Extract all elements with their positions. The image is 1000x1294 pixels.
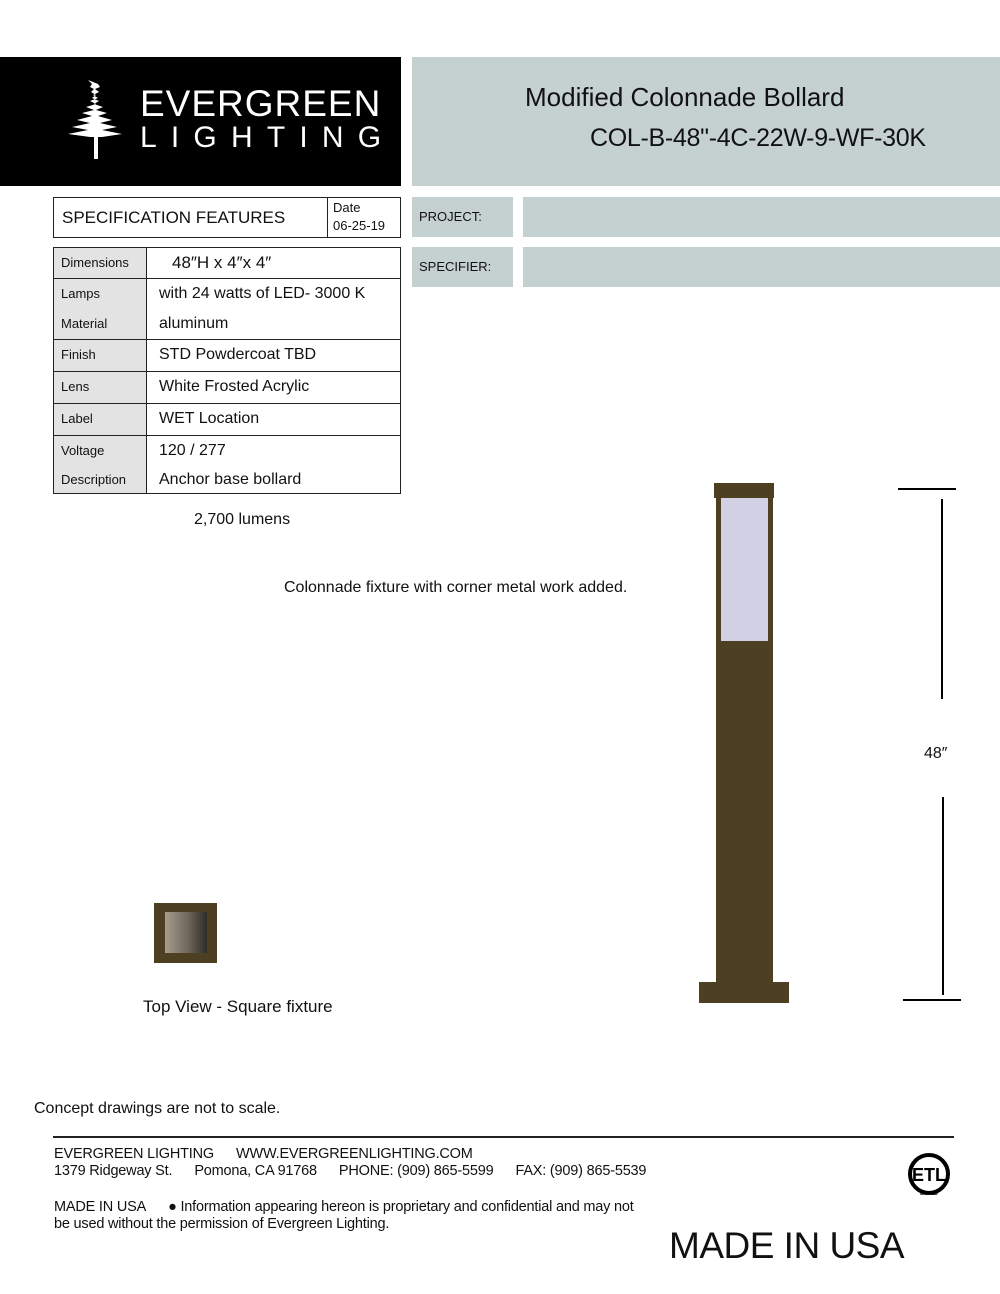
spec-key: Description xyxy=(61,471,127,487)
spec-value: STD Powdercoat TBD xyxy=(159,346,317,363)
specifier-field[interactable] xyxy=(523,247,1000,287)
spec-value: 120 / 277 xyxy=(159,442,226,459)
dimension-tick-top xyxy=(898,488,956,490)
table-row xyxy=(54,339,400,371)
top-view-label: Top View - Square fixture xyxy=(143,997,333,1016)
footer-company-line xyxy=(54,1146,473,1163)
spec-key: Lamps xyxy=(61,286,101,301)
footer-phone: PHONE: (909) 865-5599 xyxy=(338,1163,494,1179)
bollard-shaft xyxy=(716,641,773,984)
footer-fax: FAX: (909) 865-5539 xyxy=(515,1163,647,1179)
svg-text:LISTED: LISTED xyxy=(920,1191,938,1197)
spec-key: Label xyxy=(54,404,147,435)
bollard-lens xyxy=(721,497,768,641)
brand-name-line2: LIGHTING xyxy=(140,121,396,154)
lumens-text: 2,700 lumens xyxy=(194,511,291,528)
spec-key: Finish xyxy=(54,340,147,371)
spec-value-group xyxy=(147,436,400,493)
top-view-lens xyxy=(165,912,207,953)
footer-disclaimer-line2: be used without the permission of Evergreen Lighting. xyxy=(54,1216,390,1232)
bollard-cap xyxy=(714,483,774,498)
footer-city: Pomona, CA 91768 xyxy=(194,1163,317,1179)
svg-text:ETL: ETL xyxy=(912,1165,946,1185)
spec-value: White Frosted Acrylic xyxy=(159,378,310,395)
made-in-usa-small: MADE IN USA xyxy=(54,1199,147,1215)
product-name: Modified Colonnade Bollard xyxy=(525,82,845,112)
table-row xyxy=(54,435,400,493)
product-code: COL-B-48"-4C-22W-9-WF-30K xyxy=(590,124,926,152)
spec-header-title: SPECIFICATION FEATURES xyxy=(62,208,286,227)
spec-key-group xyxy=(54,279,147,339)
spec-header xyxy=(53,197,401,238)
scale-note: Concept drawings are not to scale. xyxy=(34,1100,281,1117)
spec-key: Dimensions xyxy=(54,248,147,278)
footer-address: 1379 Ridgeway St. xyxy=(54,1163,173,1179)
spec-value: with 24 watts of LED- 3000 K xyxy=(159,285,366,302)
made-in-usa-large: MADE IN USA xyxy=(669,1225,905,1266)
bollard-base xyxy=(699,982,789,1003)
spec-value-group xyxy=(147,279,400,339)
disclaimer-text: ● Information appearing hereon is proprietary and confidential and may not xyxy=(168,1199,634,1215)
spec-value: Anchor base bollard xyxy=(159,470,302,488)
spec-value: aluminum xyxy=(159,315,229,332)
etl-listed-icon xyxy=(906,1153,952,1197)
drawing-caption: Colonnade fixture with corner metal work added. xyxy=(284,579,628,596)
spec-value: 48″H x 4″x 4″ xyxy=(172,253,272,272)
footer-website[interactable]: WWW.EVERGREENLIGHTING.COM xyxy=(235,1146,473,1162)
footer-disclaimer-line1 xyxy=(54,1199,634,1216)
table-row xyxy=(54,278,400,339)
spec-key-group xyxy=(54,436,147,493)
table-row xyxy=(54,371,400,403)
project-field[interactable] xyxy=(523,197,1000,237)
footer-divider xyxy=(53,1136,954,1138)
spec-key: Material xyxy=(61,316,108,331)
spec-key: Lens xyxy=(54,372,147,403)
date-label: Date xyxy=(333,200,361,215)
dimension-line-lower xyxy=(942,797,944,995)
project-label: PROJECT: xyxy=(412,197,513,237)
footer-contact-line xyxy=(54,1163,646,1180)
height-dimension-label: 48″ xyxy=(924,745,948,762)
spec-value: WET Location xyxy=(159,410,260,427)
date-value: 06-25-19 xyxy=(333,218,386,233)
pine-tree-icon xyxy=(48,78,132,172)
dimension-line-upper xyxy=(941,499,943,699)
dimension-tick-bottom xyxy=(903,999,961,1001)
specifier-label: SPECIFIER: xyxy=(412,247,513,287)
date-cell xyxy=(327,198,400,237)
footer-company: EVERGREEN LIGHTING xyxy=(54,1146,214,1162)
spec-key: Voltage xyxy=(61,443,105,458)
table-row xyxy=(54,403,400,435)
brand-name-line1: EVERGREEN xyxy=(140,83,382,124)
table-row xyxy=(54,248,400,278)
spec-table xyxy=(53,247,401,494)
